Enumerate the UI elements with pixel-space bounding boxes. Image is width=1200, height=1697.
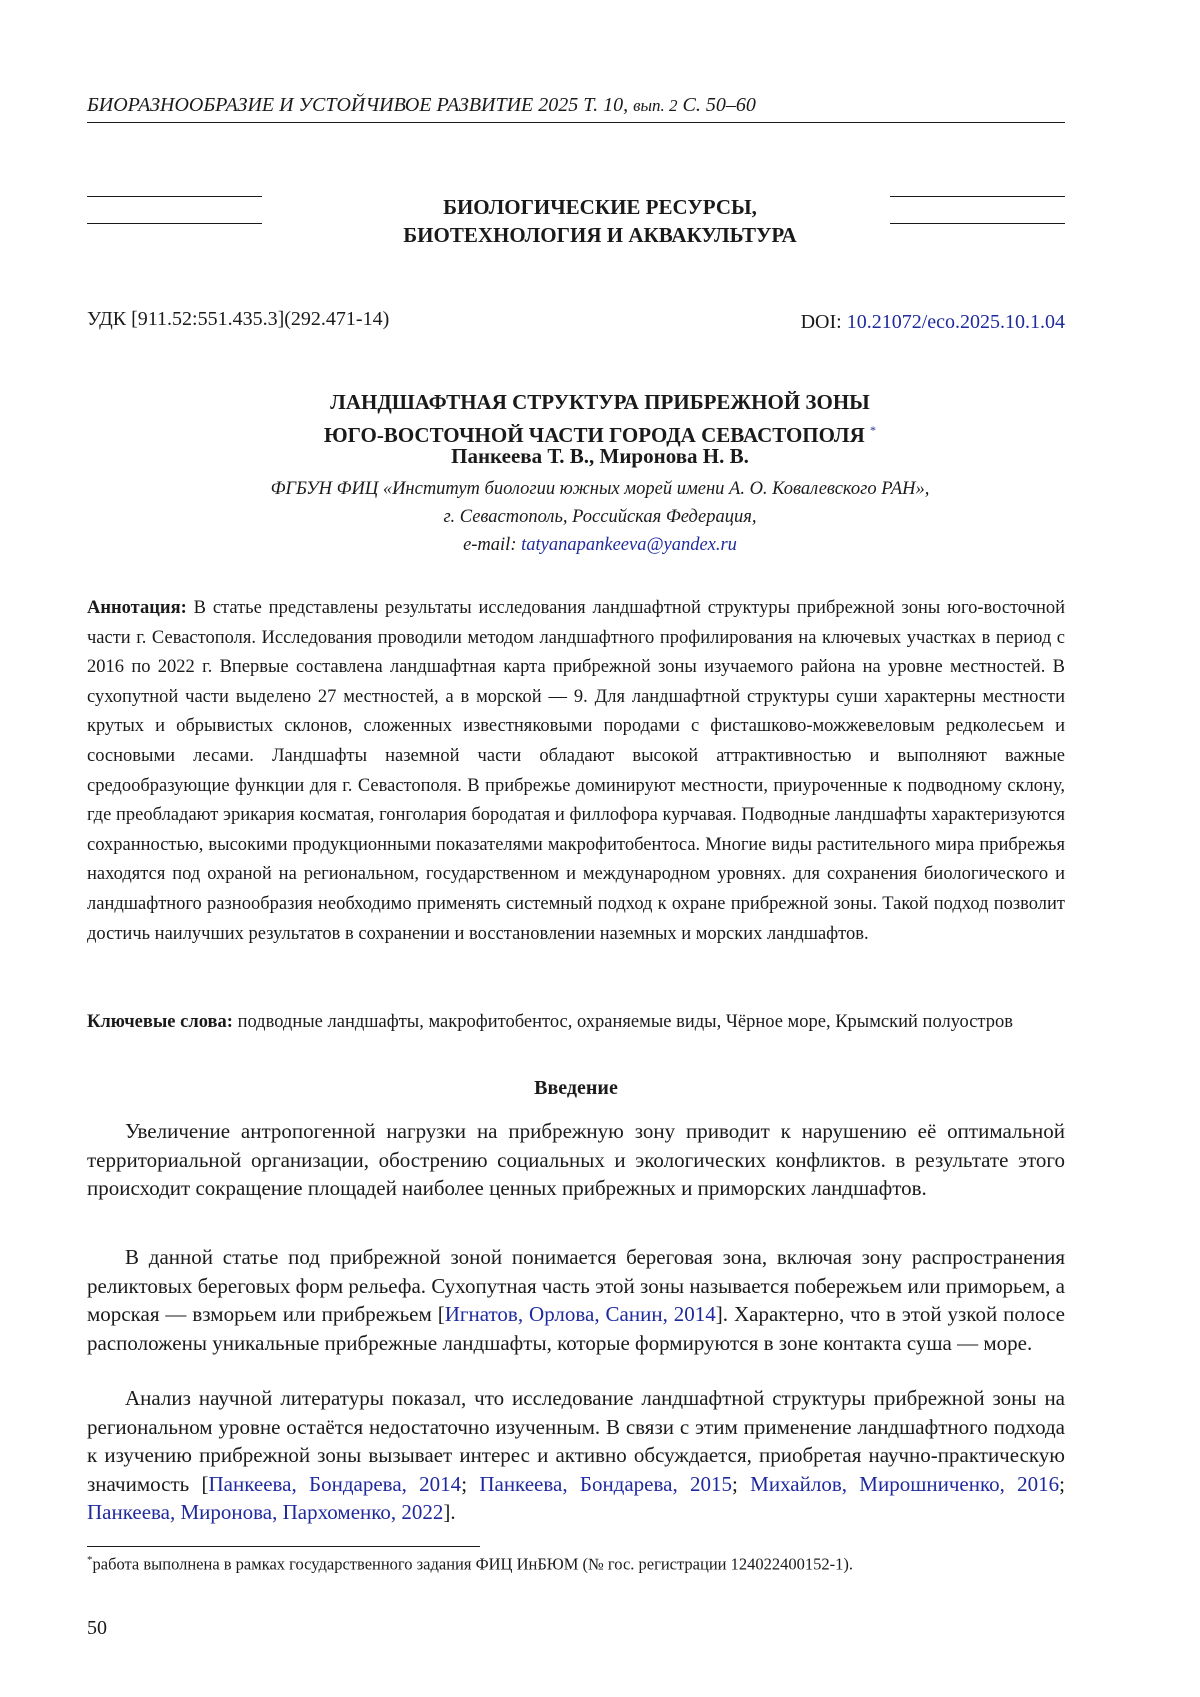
paragraph-text: В данной статье под прибрежной зоной понимается береговая зона, включая зону распространения реликтовых береговых форм рельефа. Сухопутная часть этой зоны называется побережьем или приморьем, а морская — взморьем или прибрежьем [ (87, 1245, 1065, 1327)
abstract-text: В статье представлены результаты исследования ландшафтной структуры прибрежной зоны юго-восточной части г. Севастополя. Исследования проводили методом ландшафтного профилирования на ключевых участках в период с 2016 по 2022 г. Впервые составлена ландшафтная карта прибрежной зоны изучаемого района на уровне местностей. В сухопутной части выделено 27 местностей, а в морской — 9. Для ландшафтной структуры суши характерны местности крутых и обрывистых склонов, сложенных известняковыми породами с фисташково-можжевеловым редколесьем и сосновыми лесами. Ландшафты наземной части обладают высокой аттрактивностью и выполняют важные средообразующие функции для г. Севастополя. В прибрежье доминируют местности, приуроченные к подводному склону, где преобладают эрикария косматая, гонголария бородатая и филлофора курчавая. Подводные ландшафты характеризуются сохранностью, высокими продукционными показателями макрофитобентоса. Многие виды растительного мира прибрежья находятся под охраной на региональном, государственном и международном уровнях. для сохранения биологического и ландшафтного разнообразия необходимо применять системный подход к охране прибрежной зоны. Такой подход позволит достичь наилучших результатов в сохранении и восстановлении наземных и морских ландшафтов. (87, 598, 1066, 944)
paragraph-text: ]. (443, 1500, 456, 1525)
article-title-text: ЮГО-ВОСТОЧНОЙ ЧАСТИ ГОРОДА СЕВАСТОПОЛЯ (324, 423, 865, 447)
footnote (87, 1554, 1087, 1575)
email-link[interactable]: tatyanapankeeva@yandex.ru (521, 535, 737, 555)
citation-separator: ; (461, 1471, 480, 1496)
citation-link[interactable]: Панкеева, Бондарева, 2015 (479, 1471, 733, 1496)
udk-code: УДК [911.52:551.435.3](292.471-14) (87, 308, 390, 330)
journal-name: БИОРАЗНООБРАЗИЕ И УСТОЙЧИВОЕ РАЗВИТИЕ 2025 Т. 10, (87, 94, 629, 116)
affiliation-line: ФГБУН ФИЦ «Институт биологии южных морей имени А. О. Ковалевского РАН», (270, 479, 930, 499)
footnote-marker-link[interactable]: * (870, 423, 876, 437)
introduction-heading: Введение (534, 1077, 618, 1099)
paragraph-text: Анализ научной литературы показал, что исследование ландшафтной структуры прибрежной зоны на региональном уровне остаётся недостаточно изученным. В связи с этим применение ландшафтного подхода к изучению прибрежной зоны вызывает интерес и активно обсуждается, приобретая научно-практическую значимость [ (87, 1386, 1065, 1496)
decorative-rule (87, 223, 262, 224)
abstract (87, 594, 1065, 949)
article-title (150, 388, 1050, 449)
citation-link[interactable]: Панкеева, Бондарева, 2014 (208, 1471, 462, 1496)
intro-paragraph-1: Увеличение антропогенной нагрузки на прибрежную зону приводит к нарушению её оптимальной территориальной организации, обострению социальных и экологических конфликтов. в результате этого происходит сокращение площадей наиболее ценных прибрежных и приморских ландшафтов. (87, 1119, 1065, 1201)
keywords-label: Ключевые слова: (87, 1012, 233, 1032)
citation-separator: ; (732, 1471, 751, 1496)
decorative-rule (890, 196, 1065, 197)
intro-paragraph-2 (87, 1243, 1065, 1357)
decorative-rule (890, 223, 1065, 224)
keywords (87, 1008, 1065, 1037)
page-range: С. 50–60 (682, 94, 756, 116)
paragraph-text: ]. Характерно, что в этой узкой полосе расположены уникальные прибрежные ландшафты, которые формируются в зоне контакта суша — море. (87, 1302, 1065, 1355)
keywords-text: подводные ландшафты, макрофитобентос, охраняемые виды, Чёрное море, Крымский полуостров (237, 1012, 1013, 1032)
article-title-line: ЛАНДШАФТНАЯ СТРУКТУРА ПРИБРЕЖНОЙ ЗОНЫ (330, 390, 870, 414)
email-label: e-mail: (463, 535, 517, 555)
intro-paragraph-3 (87, 1384, 1065, 1527)
running-header (87, 94, 1065, 123)
doi (801, 311, 1065, 334)
authors: Панкеева Т. В., Миронова Н. В. (451, 444, 749, 468)
email-line (120, 531, 1080, 559)
page-number: 50 (87, 1617, 107, 1639)
issue-number: вып. 2 (633, 96, 678, 115)
affiliation (120, 475, 1080, 559)
section-title-line: БИОЛОГИЧЕСКИЕ РЕСУРСЫ, (443, 195, 757, 219)
citation-link[interactable]: Михайлов, Мирошниченко, 2016 (750, 1471, 1060, 1496)
affiliation-line: г. Севастополь, Российская Федерация, (443, 507, 757, 527)
decorative-rule (87, 196, 262, 197)
footnote-divider (87, 1546, 480, 1547)
section-title (300, 193, 900, 249)
abstract-label: Аннотация: (87, 598, 187, 618)
doi-link[interactable]: 10.21072/eco.2025.10.1.04 (846, 311, 1065, 333)
footnote-text: работа выполнена в рамках государственного задания ФИЦ ИнБЮМ (№ гос. регистрации 124022400152-1). (92, 1554, 853, 1574)
citation-separator: ; (1059, 1471, 1065, 1496)
doi-label: DOI: (800, 311, 842, 333)
citation-link[interactable]: Панкеева, Миронова, Пархоменко, 2022 (87, 1500, 444, 1525)
section-title-line: БИОТЕХНОЛОГИЯ И АКВАКУЛЬТУРА (403, 223, 797, 247)
footnote-marker: * (87, 1554, 93, 1566)
citation-link[interactable]: Игнатов, Орлова, Санин, 2014 (444, 1302, 716, 1327)
